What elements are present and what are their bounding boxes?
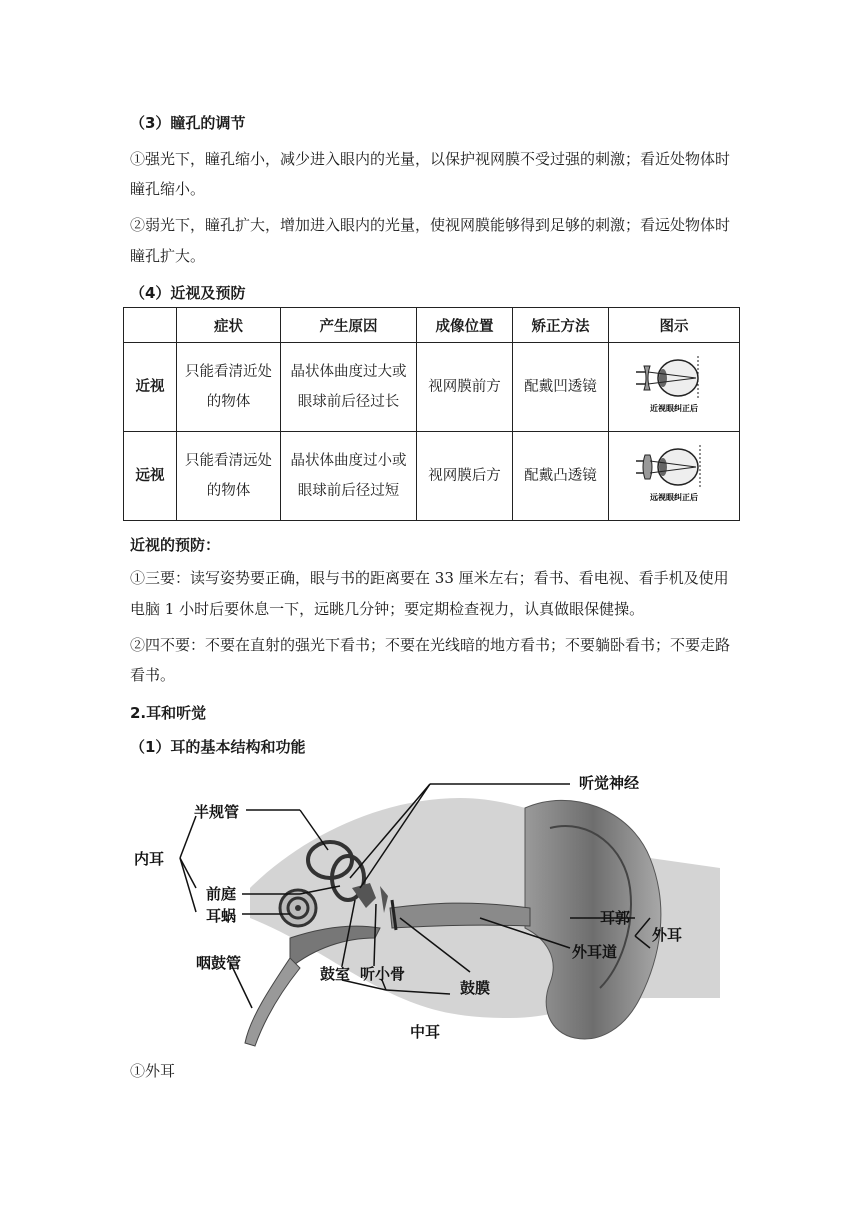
label-eardrum: 鼓膜 [460,979,491,997]
ear-subheading: （1）耳的基本结构和功能 [130,738,306,756]
label-inner-ear: 内耳 [134,850,165,868]
cell-symptom [177,343,281,432]
table-row [124,432,740,521]
row-name-hyperopia: 远视 [124,432,177,521]
pupil-p2-line2: 瞳孔扩大。 [130,247,206,265]
cochlea-core [295,905,301,911]
header-cause: 产生原因 [281,308,417,343]
cell-diagram [609,343,740,432]
header-image-position: 成像位置 [417,308,513,343]
cell-image-position: 视网膜前方 [417,343,513,432]
cell-diagram [609,432,740,521]
label-tympanic-cavity: 鼓室 [320,965,351,983]
prevention-p2-line2: 看书。 [130,666,176,684]
pupil-p1-line1: ①强光下，瞳孔缩小，减少进入眼内的光量，以保护视网膜不受过强的刺激；看近处物体时 [130,150,731,168]
label-cochlea: 耳蜗 [206,907,237,925]
label-auricle: 耳郭 [600,909,631,927]
cell-symptom [177,432,281,521]
cell-cause-text: 晶状体曲度过小或眼球前后径过短 [290,453,407,499]
outer-ear-footer: ①外耳 [130,1062,176,1080]
pupil-p2-line1: ②弱光下，瞳孔扩大，增加进入眼内的光量，使视网膜能够得到足够的刺激；看远处物体时 [130,216,731,234]
table-header-row [124,308,740,343]
cell-symptom-text: 只能看清近处的物体 [185,364,272,410]
hyperopia-eye-diagram [634,439,714,503]
ear-section-title: 2.耳和听觉 [130,704,207,722]
myopia-diagram-caption: 近视眼纠正后 [650,403,698,413]
cell-cause [281,343,417,432]
hyperopia-diagram-caption: 远视眼纠正后 [650,492,698,502]
label-ossicles: 听小骨 [360,965,406,983]
cell-image-position: 视网膜后方 [417,432,513,521]
header-correction: 矫正方法 [513,308,609,343]
label-auditory-nerve: 听觉神经 [579,774,640,792]
label-ear-canal: 外耳道 [572,943,618,961]
pupil-p1-line2: 瞳孔缩小。 [130,180,206,198]
label-middle-ear: 中耳 [410,1023,441,1041]
label-vestibule: 前庭 [206,885,237,903]
cell-correction: 配戴凸透镜 [513,432,609,521]
header-symptom: 症状 [177,308,281,343]
prevention-p2-line1: ②四不要：不要在直射的强光下看书；不要在光线暗的地方看书；不要躺卧看书；不要走路 [130,636,731,654]
label-semicircular-canals: 半规管 [194,803,240,821]
header-blank [124,308,177,343]
prevention-p1-line1: ①三要：读写姿势要正确，眼与书的距离要在 33 厘米左右；看书、看电视、看手机及使用 [130,569,729,587]
cell-symptom-text: 只能看清远处的物体 [185,453,272,499]
label-outer-ear: 外耳 [652,926,683,944]
table-row [124,343,740,432]
label-eustachian-tube: 咽鼓管 [196,954,242,972]
myopia-heading: （4）近视及预防 [130,284,246,302]
myopia-table [123,307,740,521]
cell-correction: 配戴凹透镜 [513,343,609,432]
prevention-heading: 近视的预防： [130,536,221,554]
header-diagram: 图示 [609,308,740,343]
prevention-p1-line2: 电脑 1 小时后要休息一下，远眺几分钟；要定期检查视力，认真做眼保健操。 [130,600,645,618]
myopia-eye-diagram [634,350,714,414]
cell-cause-text: 晶状体曲度过大或眼球前后径过长 [290,364,407,410]
row-name-myopia: 近视 [124,343,177,432]
pupil-heading: （3）瞳孔的调节 [130,114,246,132]
ear-structure-diagram [130,768,730,1058]
eustachian-tube-lower [245,958,300,1046]
ear-canal-shape [390,903,530,928]
cell-cause [281,432,417,521]
